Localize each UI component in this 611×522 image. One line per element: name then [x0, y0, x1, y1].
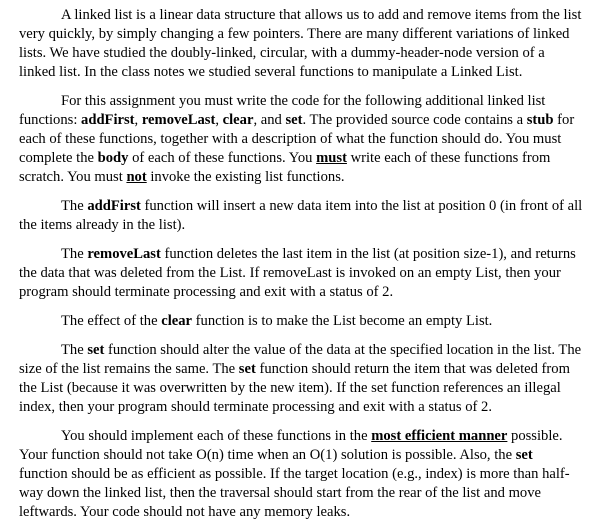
- text-run: ,: [134, 112, 142, 128]
- text-run: The: [61, 342, 88, 358]
- text-run: the List (because it was overwritten by the new item). If the set function references an illegal: [19, 380, 561, 396]
- text-run: index, then your program should terminate processing and exit with a status of 2.: [19, 399, 492, 415]
- text-run: program should terminate processing and exit with a status of 2.: [19, 284, 394, 300]
- text-line: [19, 341, 607, 360]
- text-line: [19, 264, 607, 283]
- text-run: . The provided source code contains a: [302, 112, 527, 128]
- text-run: linked list. In the class notes we studied several functions to manipulate a Linked List.: [19, 64, 523, 80]
- text-run: write each of these functions from: [346, 150, 551, 166]
- text-run: function is to make the List become an empty List.: [192, 313, 493, 329]
- text-line: [19, 360, 607, 379]
- bold-term: clear: [222, 112, 254, 128]
- bold-term: addFirst: [87, 198, 141, 214]
- text-run: function will insert a new data item into the list at position 0 (in front of all: [140, 198, 583, 214]
- text-run: A linked list is a linear data structure that allows us to add and remove items from the list: [61, 7, 582, 23]
- text-run: for: [553, 112, 575, 128]
- text-line: [19, 25, 607, 44]
- bold-term: set: [285, 112, 303, 128]
- text-line: [19, 149, 607, 168]
- text-run: lists. We have studied the doubly-linked, circular, with a dummy-header-node version of a: [19, 45, 545, 61]
- text-line: [19, 216, 607, 235]
- text-run: each of these functions, together with a description of what the function should do. You must: [19, 131, 562, 147]
- text-run: The: [61, 198, 88, 214]
- text-line: [19, 168, 607, 187]
- text-run: For this assignment you must write the code for the following additional linked list: [61, 93, 546, 109]
- text-line: [19, 130, 607, 149]
- bold-term: body: [97, 150, 129, 166]
- text-run: function deletes the last item in the list (at position size-1), and returns: [160, 246, 576, 262]
- text-run: the items already in the list).: [19, 217, 186, 233]
- emphasized-term: not: [126, 169, 147, 185]
- paragraph-1: [19, 6, 607, 82]
- text-run: You should implement each of these functions in the: [61, 428, 372, 444]
- emphasized-term: must: [316, 150, 347, 166]
- text-run: complete the: [19, 150, 98, 166]
- text-run: size of the list remains the same. The: [19, 361, 239, 377]
- text-run: leftwards. Your code should not have any memory leaks.: [19, 504, 351, 520]
- paragraph-4: [19, 245, 607, 302]
- bold-term: removeLast: [87, 246, 161, 262]
- text-run: scratch. You must: [19, 169, 127, 185]
- text-run: of each of these functions. You: [128, 150, 317, 166]
- paragraph-6: [19, 341, 607, 417]
- text-run: ,: [215, 112, 223, 128]
- text-run: The effect of the: [61, 313, 162, 329]
- text-run: function should be as efficient as possible. If the target location (e.g., index) is more than half-: [19, 466, 570, 482]
- text-line: [19, 245, 607, 264]
- text-line: [19, 197, 607, 216]
- bold-term: removeLast: [141, 112, 216, 128]
- text-line: [19, 398, 607, 417]
- bold-term: set: [515, 447, 533, 463]
- text-run: the data that was deleted from the List. If removeLast is invoked on an empty List, then your: [19, 265, 561, 281]
- paragraph-2: [19, 92, 607, 187]
- text-run: The: [61, 246, 88, 262]
- paragraph-3: [19, 197, 607, 235]
- text-run: possible.: [507, 428, 563, 444]
- text-line: [19, 111, 607, 130]
- text-line: [19, 484, 607, 503]
- text-line: [19, 446, 607, 465]
- text-run: invoke the existing list functions.: [146, 169, 345, 185]
- text-line: [19, 44, 607, 63]
- text-line: [19, 6, 607, 25]
- bold-term: set: [87, 342, 105, 358]
- bold-term: stub: [526, 112, 554, 128]
- text-run: function should return the item that was deleted from: [255, 361, 570, 377]
- text-run: very quickly, by simply changing a few pointers. There are many different variations of linked: [19, 26, 570, 42]
- text-line: [19, 379, 607, 398]
- text-run: functions:: [19, 112, 82, 128]
- paragraph-7: [19, 427, 607, 522]
- text-line: [19, 283, 607, 302]
- bold-term: set: [238, 361, 256, 377]
- text-line: [19, 503, 607, 522]
- text-line: [19, 427, 607, 446]
- text-run: , and: [253, 112, 286, 128]
- bold-term: clear: [161, 313, 193, 329]
- text-line: [19, 312, 607, 331]
- text-run: function should alter the value of the data at the specified location in the list. The: [104, 342, 582, 358]
- emphasized-term: most efficient manner: [371, 428, 508, 444]
- bold-term: addFirst: [81, 112, 135, 128]
- paragraph-5: [19, 312, 607, 331]
- text-line: [19, 92, 607, 111]
- text-line: [19, 63, 607, 82]
- text-line: [19, 465, 607, 484]
- text-run: way down the linked list, then the traversal should start from the rear of the list and move: [19, 485, 541, 501]
- text-run: Your function should not take O(n) time when an O(1) solution is possible. Also, the: [19, 447, 516, 463]
